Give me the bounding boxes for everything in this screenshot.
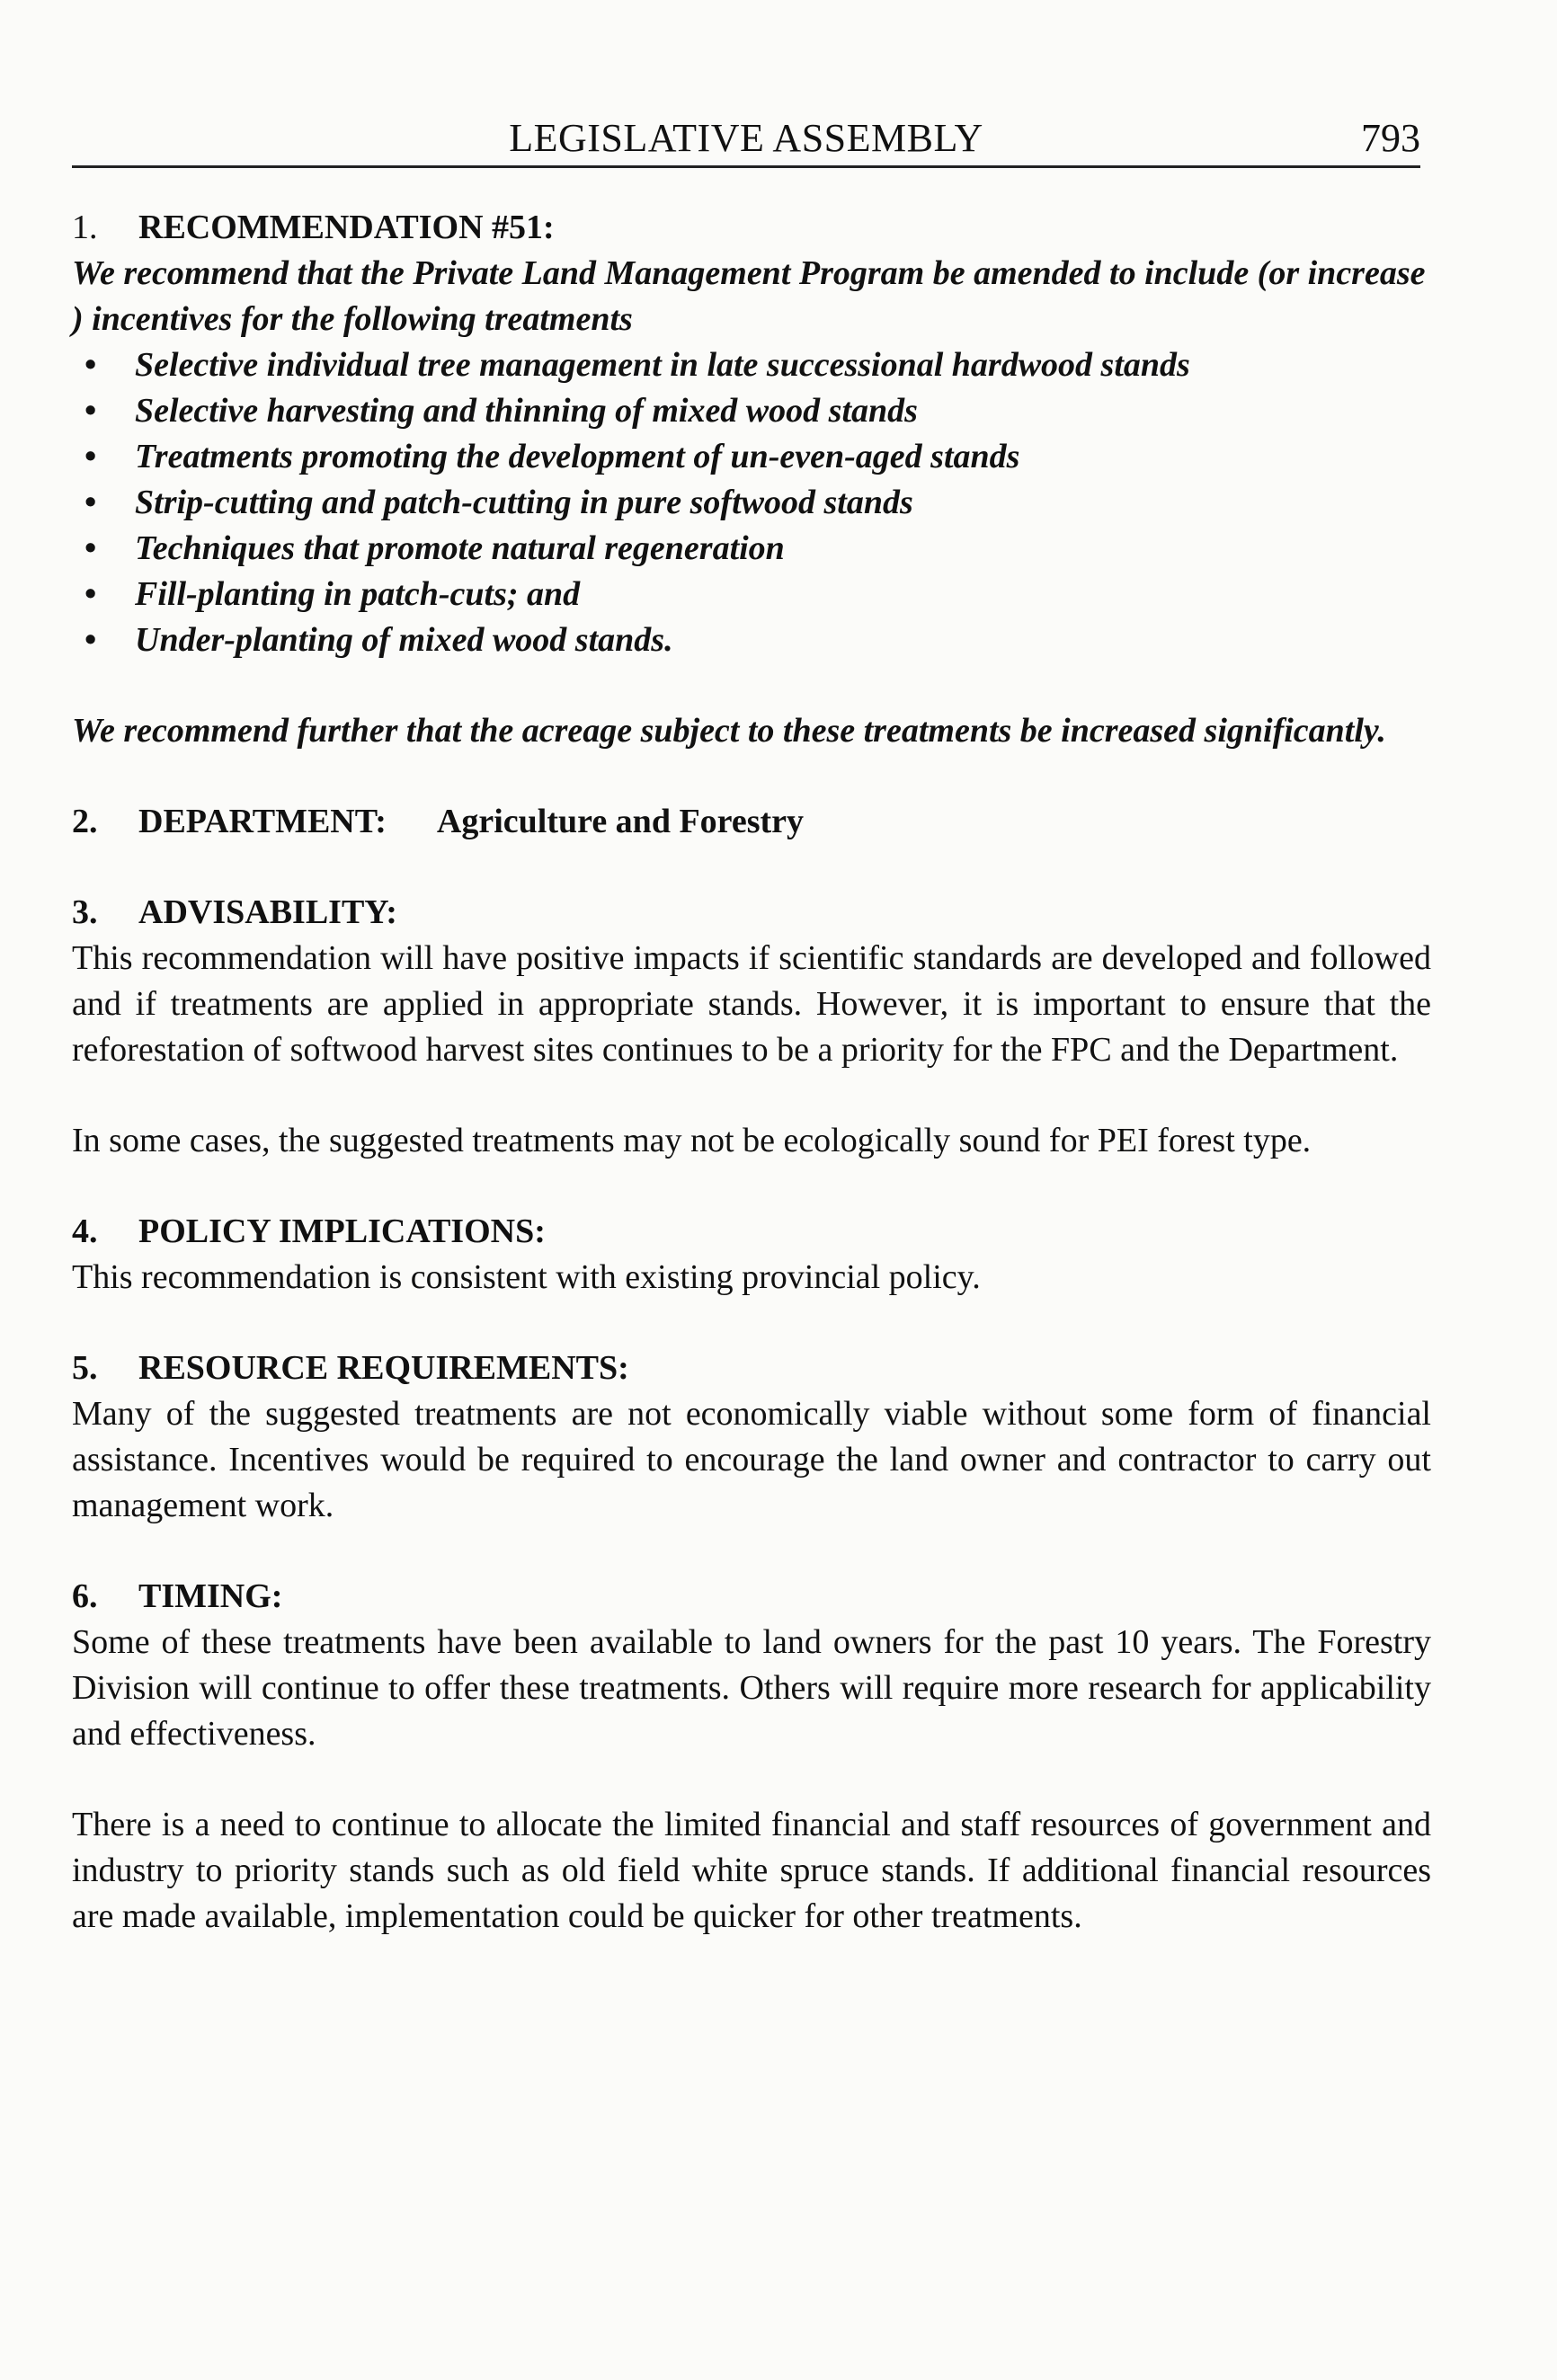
document-body bbox=[72, 205, 1431, 1940]
section-2-heading bbox=[72, 799, 1431, 845]
timing-paragraph-1: Some of these treatments have been available to land owners for the past 10 years. The Forestry Division will continue to offer these treatments. Others will require more research for applicability and effectiveness. bbox=[72, 1623, 1431, 1753]
treatment-list bbox=[72, 342, 1431, 663]
list-item: • Techniques that promote natural regeneration bbox=[72, 526, 1431, 572]
section-5-heading bbox=[72, 1345, 1431, 1391]
section-1-title: RECOMMENDATION #51: bbox=[138, 209, 555, 246]
department-value: Agriculture and Forestry bbox=[436, 803, 805, 840]
section-6-number: 6. bbox=[72, 1577, 98, 1615]
bullet-icon: • bbox=[85, 392, 97, 430]
advisability-paragraph-2: In some cases, the suggested treatments may not be ecologically sound for PEI forest type. bbox=[72, 1122, 1312, 1159]
header-title: LEGISLATIVE ASSEMBLY bbox=[509, 116, 983, 160]
section-2-title: DEPARTMENT: bbox=[138, 803, 387, 840]
section-5-number: 5. bbox=[72, 1349, 98, 1387]
bullet-icon: • bbox=[85, 346, 97, 384]
bullet-icon: • bbox=[85, 484, 97, 521]
section-6-title: TIMING: bbox=[138, 1577, 283, 1615]
page-number: 793 bbox=[1361, 116, 1420, 160]
bullet-icon: • bbox=[85, 438, 97, 475]
list-item: • Treatments promoting the development of un-even-aged stands bbox=[72, 434, 1431, 480]
section-4-title: POLICY IMPLICATIONS: bbox=[138, 1212, 546, 1250]
section-3-heading bbox=[72, 890, 1431, 936]
section-4-number: 4. bbox=[72, 1212, 98, 1250]
section-4-heading bbox=[72, 1209, 1431, 1255]
list-item: • Fill-planting in patch-cuts; and bbox=[72, 572, 1431, 617]
bullet-icon: • bbox=[85, 575, 97, 613]
section-5-title: RESOURCE REQUIREMENTS: bbox=[138, 1349, 629, 1387]
timing-paragraph-2: There is a need to continue to allocate the limited financial and staff resources of government and industry to priority stands such as old field white spruce stands. If additional financial resources are made available, implementation could be quicker for other treatments. bbox=[72, 1806, 1431, 1935]
advisability-paragraph-1: This recommendation will have positive impacts if scientific standards are developed and followed and if treatments are applied in appropriate stands. However, it is important to ensure that the reforestation of softwood harvest sites continues to be a priority for the FPC and the Department. bbox=[72, 939, 1431, 1069]
recommendation-further: We recommend further that the acreage subject to these treatments be increased significantly. bbox=[72, 712, 1386, 750]
list-item: • Selective individual tree management in late successional hardwood stands bbox=[72, 342, 1431, 388]
resource-paragraph: Many of the suggested treatments are not economically viable without some form of financial assistance. Incentives would be required to encourage the land owner and contractor to carry out management work. bbox=[72, 1395, 1431, 1524]
bullet-icon: • bbox=[85, 621, 97, 659]
list-item: • Strip-cutting and patch-cutting in pure softwood stands bbox=[72, 480, 1431, 526]
section-2-number: 2. bbox=[72, 803, 98, 840]
list-item: • Selective harvesting and thinning of mixed wood stands bbox=[72, 388, 1431, 434]
page-header bbox=[72, 115, 1420, 165]
section-1-heading bbox=[72, 205, 1431, 251]
policy-paragraph: This recommendation is consistent with existing provincial policy. bbox=[72, 1258, 981, 1296]
recommendation-intro: We recommend that the Private Land Management Program be amended to include (or increase ) incentives for the following treatments bbox=[72, 254, 1426, 338]
section-6-heading bbox=[72, 1574, 1431, 1620]
bullet-icon: • bbox=[85, 529, 97, 567]
list-item: • Under-planting of mixed wood stands. bbox=[72, 617, 1431, 663]
section-3-number: 3. bbox=[72, 893, 98, 931]
header-rule bbox=[72, 165, 1420, 168]
section-1-number: 1. bbox=[72, 209, 98, 246]
section-3-title: ADVISABILITY: bbox=[138, 893, 397, 931]
